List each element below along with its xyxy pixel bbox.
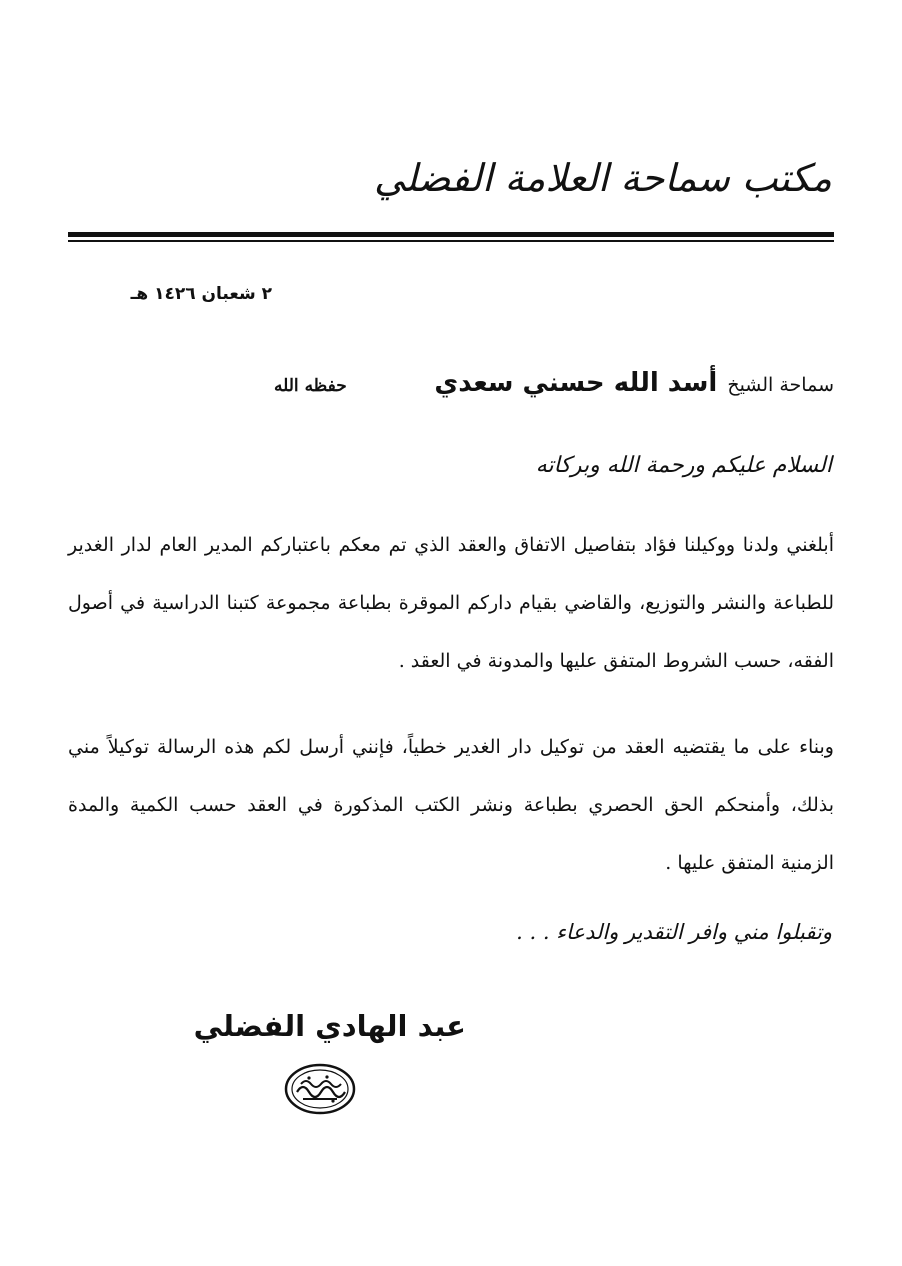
seal-stamp-icon (283, 1062, 357, 1116)
letterhead-divider-thin (68, 240, 834, 242)
letter-date: ٢ شعبان ١٤٢٦ هـ (130, 284, 272, 304)
addressee-blessing: حفظه الله (274, 376, 347, 396)
addressee-line (274, 368, 834, 408)
body-paragraph: أبلغني ولدنا ووكيلنا فؤاد بتفاصيل الاتفاق والعقد الذي تم معكم باعتباركم المدير العام لدار الغدير للطباعة والنشر والتوزيع، والقاضي بقيام داركم الموقرة بطباعة مجموعة كتبنا الدراسية في أصول الفقه، حسب الشروط المتفق عليها والمدونة في العقد . (68, 534, 834, 672)
letterhead-divider-thick (68, 232, 834, 237)
body-paragraph: وبناء على ما يقتضيه العقد من توكيل دار الغدير خطياً، فإنني أرسل لكم هذه الرسالة توكيلاً مني بذلك، وأمنحكم الحق الحصري بطباعة ونشر الكتب المذكورة في العقد حسب الكمية والمدة الزمنية المتفق عليها . (68, 736, 834, 874)
addressee-title: سماحة الشيخ (727, 374, 834, 396)
closing-line: وتقبلوا مني وافر التقدير والدعاء . . . (516, 920, 832, 944)
signature-name: عبد الهادي الفضلي (193, 1009, 466, 1043)
addressee-name: أسد الله حسني سعدي (434, 368, 718, 398)
greeting: السلام عليكم ورحمة الله وبركاته (535, 453, 832, 478)
letterhead-title: مكتب سماحة العلامة الفضلي (373, 156, 832, 200)
